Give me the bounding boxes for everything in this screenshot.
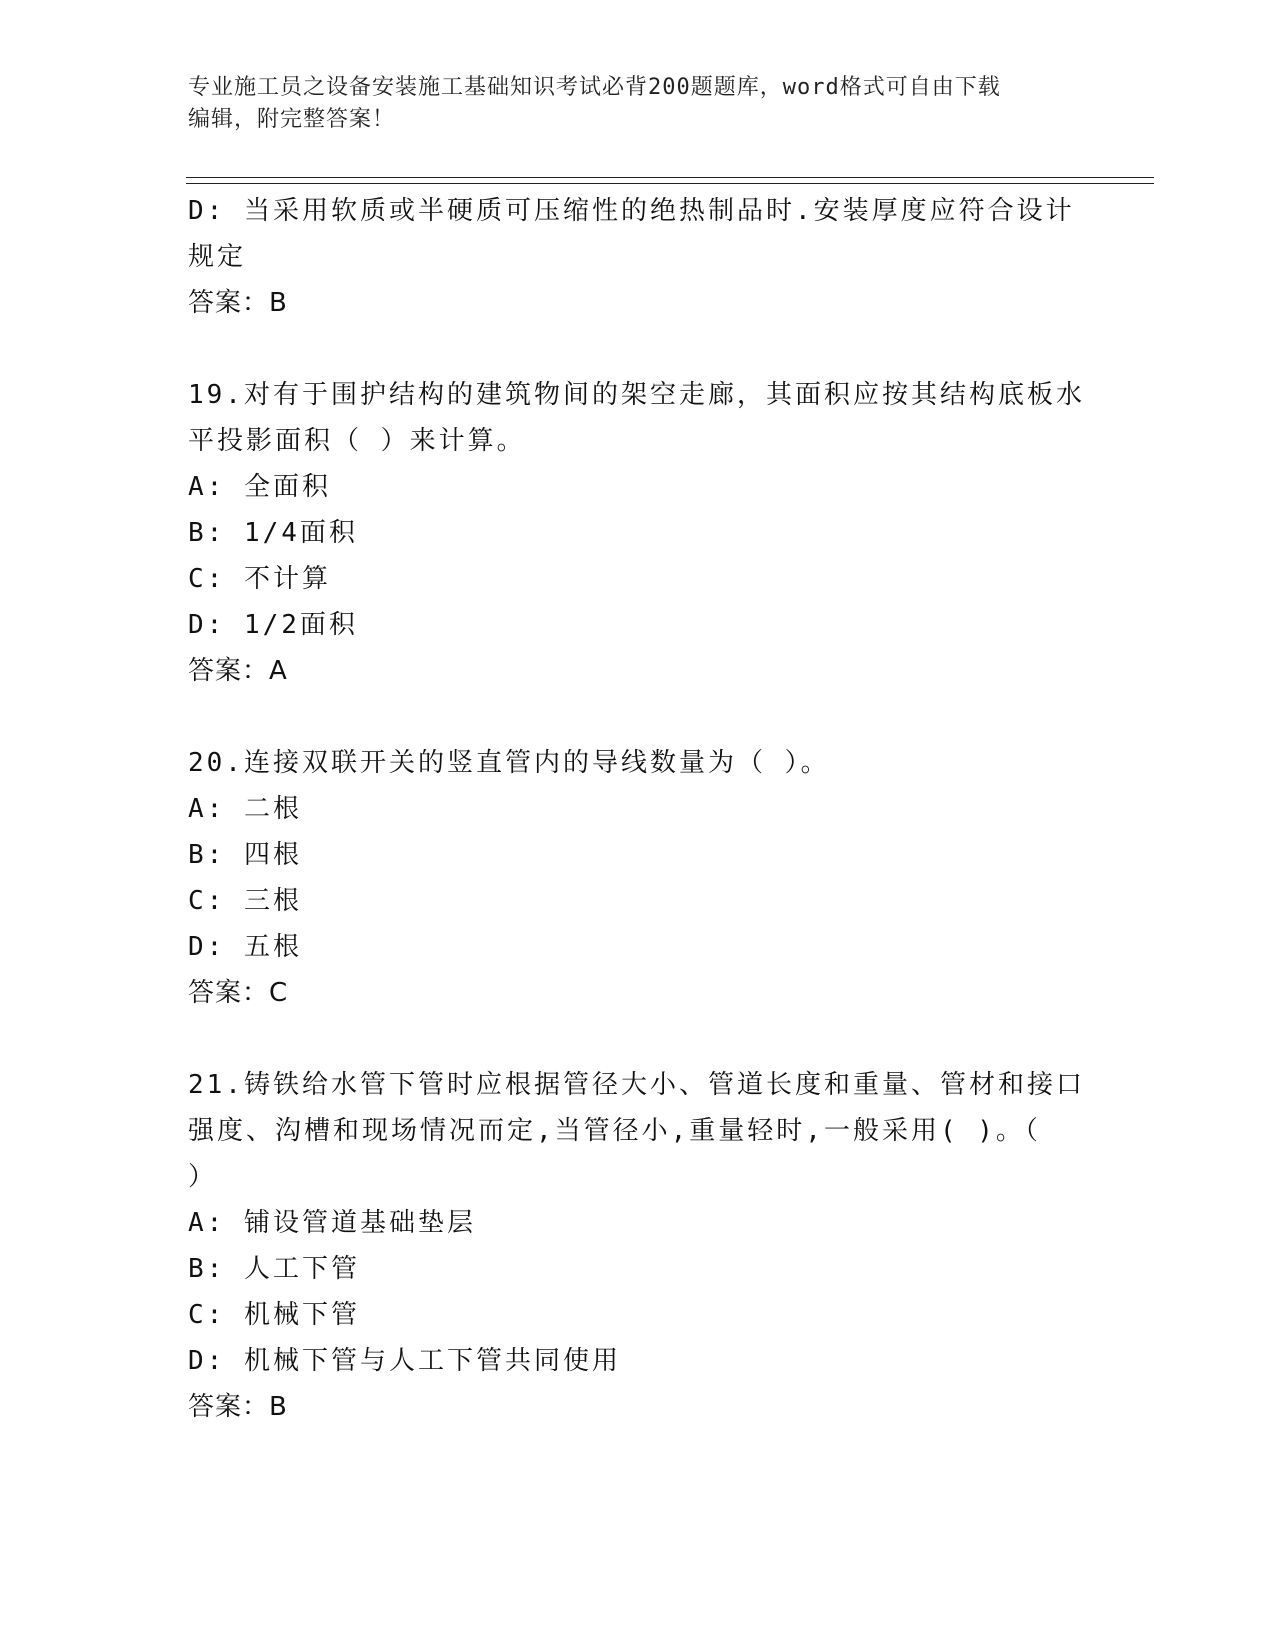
option-d: D: 当采用软质或半硬质可压缩性的绝热制品时.安装厚度应符合设计 — [188, 196, 1075, 226]
option-d: D: 1/2面积 — [188, 610, 358, 640]
header-title-line-2: 编辑，附完整答案！ — [188, 107, 396, 132]
answer-label: 答案：B — [188, 288, 288, 318]
question-stem: 强度、沟槽和现场情况而定,当管径小,重量轻时,一般采用( )。（ — [188, 1116, 1041, 1146]
option-a: A: 二根 — [188, 794, 302, 824]
option-d: D: 五根 — [188, 932, 302, 962]
question-list — [188, 188, 1088, 1430]
option-c: C: 机械下管 — [188, 1300, 360, 1330]
option-a: A: 铺设管道基础垫层 — [188, 1208, 476, 1238]
question-stem: ） — [188, 1162, 218, 1192]
answer-label: 答案：B — [188, 1392, 288, 1422]
question-stem: 19.对有于围护结构的建筑物间的架空走廊，其面积应按其结构底板水 — [188, 380, 1085, 410]
question-21 — [188, 1062, 1088, 1430]
option-d: D: 机械下管与人工下管共同使用 — [188, 1346, 621, 1376]
previous-question-tail — [188, 188, 1088, 326]
header-divider-top — [186, 177, 1154, 178]
option-a: A: 全面积 — [188, 472, 331, 502]
question-20 — [188, 740, 1088, 1016]
option-c: C: 三根 — [188, 886, 302, 916]
question-stem: 21.铸铁给水管下管时应根据管径大小、管道长度和重量、管材和接口 — [188, 1070, 1085, 1100]
header-divider-bottom — [186, 183, 1154, 184]
question-stem: 20.连接双联开关的竖直管内的导线数量为（ ）。 — [188, 748, 830, 778]
answer-label: 答案：C — [188, 978, 289, 1008]
spacer — [188, 326, 1088, 372]
question-19 — [188, 372, 1088, 694]
question-stem: 平投影面积（ ）来计算。 — [188, 426, 526, 456]
option-b: B: 1/4面积 — [188, 518, 358, 548]
option-b: B: 人工下管 — [188, 1254, 360, 1284]
answer-label: 答案：A — [188, 656, 288, 686]
option-b: B: 四根 — [188, 840, 302, 870]
option-c: C: 不计算 — [188, 564, 331, 594]
spacer — [188, 1016, 1088, 1062]
document-header — [188, 72, 1088, 136]
option-d-continued: 规定 — [188, 242, 247, 272]
spacer — [188, 694, 1088, 740]
header-title-line-1: 专业施工员之设备安装施工基础知识考试必背200题题库，word格式可自由下载 — [188, 75, 1001, 100]
